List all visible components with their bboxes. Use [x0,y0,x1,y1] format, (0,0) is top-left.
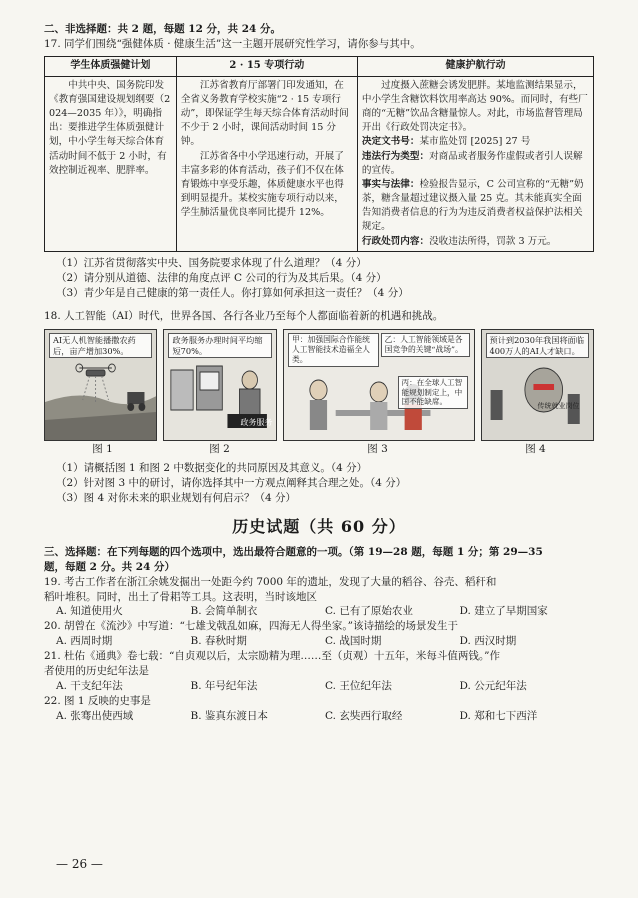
q17-header-3: 健康护航行动 [357,56,593,76]
q18-sub2: （2）针对图 3 中的研讨，请你选择其中一方观点阐释其合理之处。（4 分） [56,477,407,490]
q17-col3-penalty [362,235,589,249]
q17-col2 [176,76,357,251]
q21-option-b: B. 年号纪年法 [190,679,258,692]
penalty-value: 没收违法所得，罚款 3 万元。 [429,235,557,247]
figure-2 [163,329,276,441]
q17-sub1: （1）江苏省贯彻落实中央、国务院要求体现了什么道理？（4 分） [56,256,367,269]
figure-4-caption: 预计到2030年我国将面临400万人的AI人才缺口。 [486,333,589,358]
q20-options [44,634,594,649]
figure-2-sign: 政务服务 [240,418,273,428]
q17-col2-p1: 江苏省教育厅部署门印发通知，在全省义务教育学校实施“2 · 15 专项行动”，即保证学生每天综合体育活动时间不少于 2 小时，课间活动时间 15 分钟。 [180,79,349,148]
q21-stem-line1: 21. 杜佑《通典》卷七载：“自贞观以后，太宗励精为理……至（贞观）十五年，米每斗值两钱。”作 [44,650,501,663]
q17-header-2: 2 · 15 专项行动 [176,56,357,76]
q17-subquestions [44,256,594,301]
q17-header-1: 学生体质强健计划 [45,56,177,76]
q22-stem: 22. 图 1 反映的史事是 [44,694,151,707]
type-label: 违法行为类型： [361,150,430,162]
q17-stem: 17. 同学们围绕“强健体质 · 健康生活”这一主题开展研究性学习，请你参与其中。 [44,37,421,50]
q20-option-b: B. 春秋时期 [190,635,247,648]
q22-option-d: D. 郑和七下西洋 [459,709,538,722]
q21-stem-line2: 者使用的历史纪年法是 [44,665,149,678]
figure-3-caption-b: 乙：人工智能领域是各国竞争的关键“战场”。 [381,333,470,356]
q21-option-d: D. 公元纪年法 [459,679,527,692]
q18-stem: 18. 人工智能（AI）时代，世界各国、各行各业乃至每个人都面临着新的机遇和挑战。 [44,309,444,322]
q19-stem-line1: 19. 考古工作者在浙江余姚发掘出一处距今约 7000 年的遗址，发现了大量的稻谷、谷壳、稻秆和 [44,575,497,588]
q19-option-c: C. 已有了原始农业 [325,605,413,618]
q17-col3-fact [362,178,589,235]
figure-4-sign: 传统就业岗位 [537,402,580,411]
q19-option-b: B. 会简单制衣 [190,605,258,618]
type-value: 对商品或者服务作虚假或者引人误解的宣传。 [361,150,583,176]
fact-label: 事实与法律： [361,178,420,190]
q20-stem: 20. 胡曾在《流沙》中写道：“七雄戈戟乱如麻，四海无人得坐家。”该诗描绘的场景发生于 [44,620,459,633]
q22-option-c: C. 玄奘西行取经 [325,709,403,722]
q19-stem-line2: 稻叶堆积。同时，出土了骨耜等工具。这表明，当时该地区 [44,590,317,603]
figure-labels [44,442,594,457]
section-heading-3-line1: 三、选择题：在下列每题的四个选项中，选出最符合题意的一项。（第 19—28 题，每题 1 分；第 29—35 [44,545,543,558]
decision-value: 某市监处罚 [2025] 27 号 [419,136,531,148]
q18-subquestions [44,461,594,506]
figure-label-4: 图 4 [525,443,546,456]
q17-sub2: （2）请分别从道德、法律的角度点评 C 公司的行为及其后果。（4 分） [56,271,387,284]
page-number: — 26 — [56,857,103,871]
q17-col3 [357,76,593,251]
q20-option-d: D. 西汉时期 [459,635,517,648]
figure-4 [481,329,594,441]
q19-options [44,604,594,619]
q21-option-a: A. 干支纪年法 [56,679,123,692]
q19-option-a: A. 知道使用火 [56,605,123,618]
figure-1-caption: AI无人机智能播撒农药后，亩产增加30%。 [49,333,152,358]
penalty-label: 行政处罚内容： [361,235,430,247]
section-heading-2: 二、非选择题：共 2 题，每题 12 分，共 24 分。 [44,23,281,35]
q18-sub1: （1）请概括图 1 和图 2 中数据变化的共同原因及其意义。（4 分） [56,462,368,475]
q17-sub3: （3）青少年是自己健康的第一责任人。你打算如何承担这一责任？（4 分） [56,286,409,299]
figure-3 [283,329,475,441]
q22-option-b: B. 鉴真东渡日本 [190,709,268,722]
q17-col1-text: 中共中央、国务院印发《教育强国建设规划纲要（2024—2035 年）》，明确指出：要推进学生体质强健计划，中小学生每天综合体育活动时间不低于 2 小时，有效控制近视率、肥胖率。 [49,79,171,176]
figure-label-3: 图 3 [367,443,388,456]
q18-figures [44,329,594,441]
fact-value: 检验报告显示，C 公司宣称的“无糖”奶茶，糖含量超过建议摄入量 25 克。其未能真实全面告知消费者信息的行为为违反消费者权益保护法相关规定。 [361,178,584,233]
history-section-title: 历史试题（共 60 分） [232,517,406,537]
section-heading-3-line2: 题，每题 2 分。共 24 分） [44,560,176,573]
q21-option-c: C. 王位纪年法 [325,679,392,692]
q22-option-a: A. 张骞出使西域 [56,709,134,722]
q17-col1 [45,76,177,251]
q21-options [44,679,594,694]
q19-option-d: D. 建立了早期国家 [459,605,548,618]
figure-1 [44,329,157,441]
figure-label-1: 图 1 [92,443,113,456]
q17-col2-p2: 江苏省各中小学迅速行动，开展了丰富多彩的体育活动，孩子们不仅在体育锻炼中享受乐趣，体质健康水平也得到明显提升。某校实施专项行动以来，学生肺活量优良率同比提升 12%。 [180,150,344,219]
decision-label: 决定文书号： [361,136,420,148]
q20-option-a: A. 西周时期 [56,635,113,648]
figure-3-caption-a: 甲：加强国际合作能统人工智能技术造福全人类。 [288,333,379,366]
q17-col3-type [362,150,589,178]
q18-sub3: （3）图 4 对你未来的职业规划有何启示？（4 分） [56,492,297,505]
q17-table [44,56,594,252]
figure-3-speech: 丙：在全球人工智能规划制定上，中国不能缺席。 [398,376,468,408]
q17-col3-decision [362,135,589,149]
figure-label-2: 图 2 [209,443,230,456]
q20-option-c: C. 战国时期 [325,635,382,648]
q17-col3-p1: 过度摄入蔗糖会诱发肥胖。某地监测结果显示，中小学生含糖饮料饮用率高达 90%。而同时，有些厂商的“无糖”饮品含糖量惊人。对此，市场监督管理局开出《行政处罚决定书》。 [361,79,588,134]
q22-options [44,709,594,724]
figure-2-caption: 政务服务办理时间平均缩短70%。 [168,333,271,358]
